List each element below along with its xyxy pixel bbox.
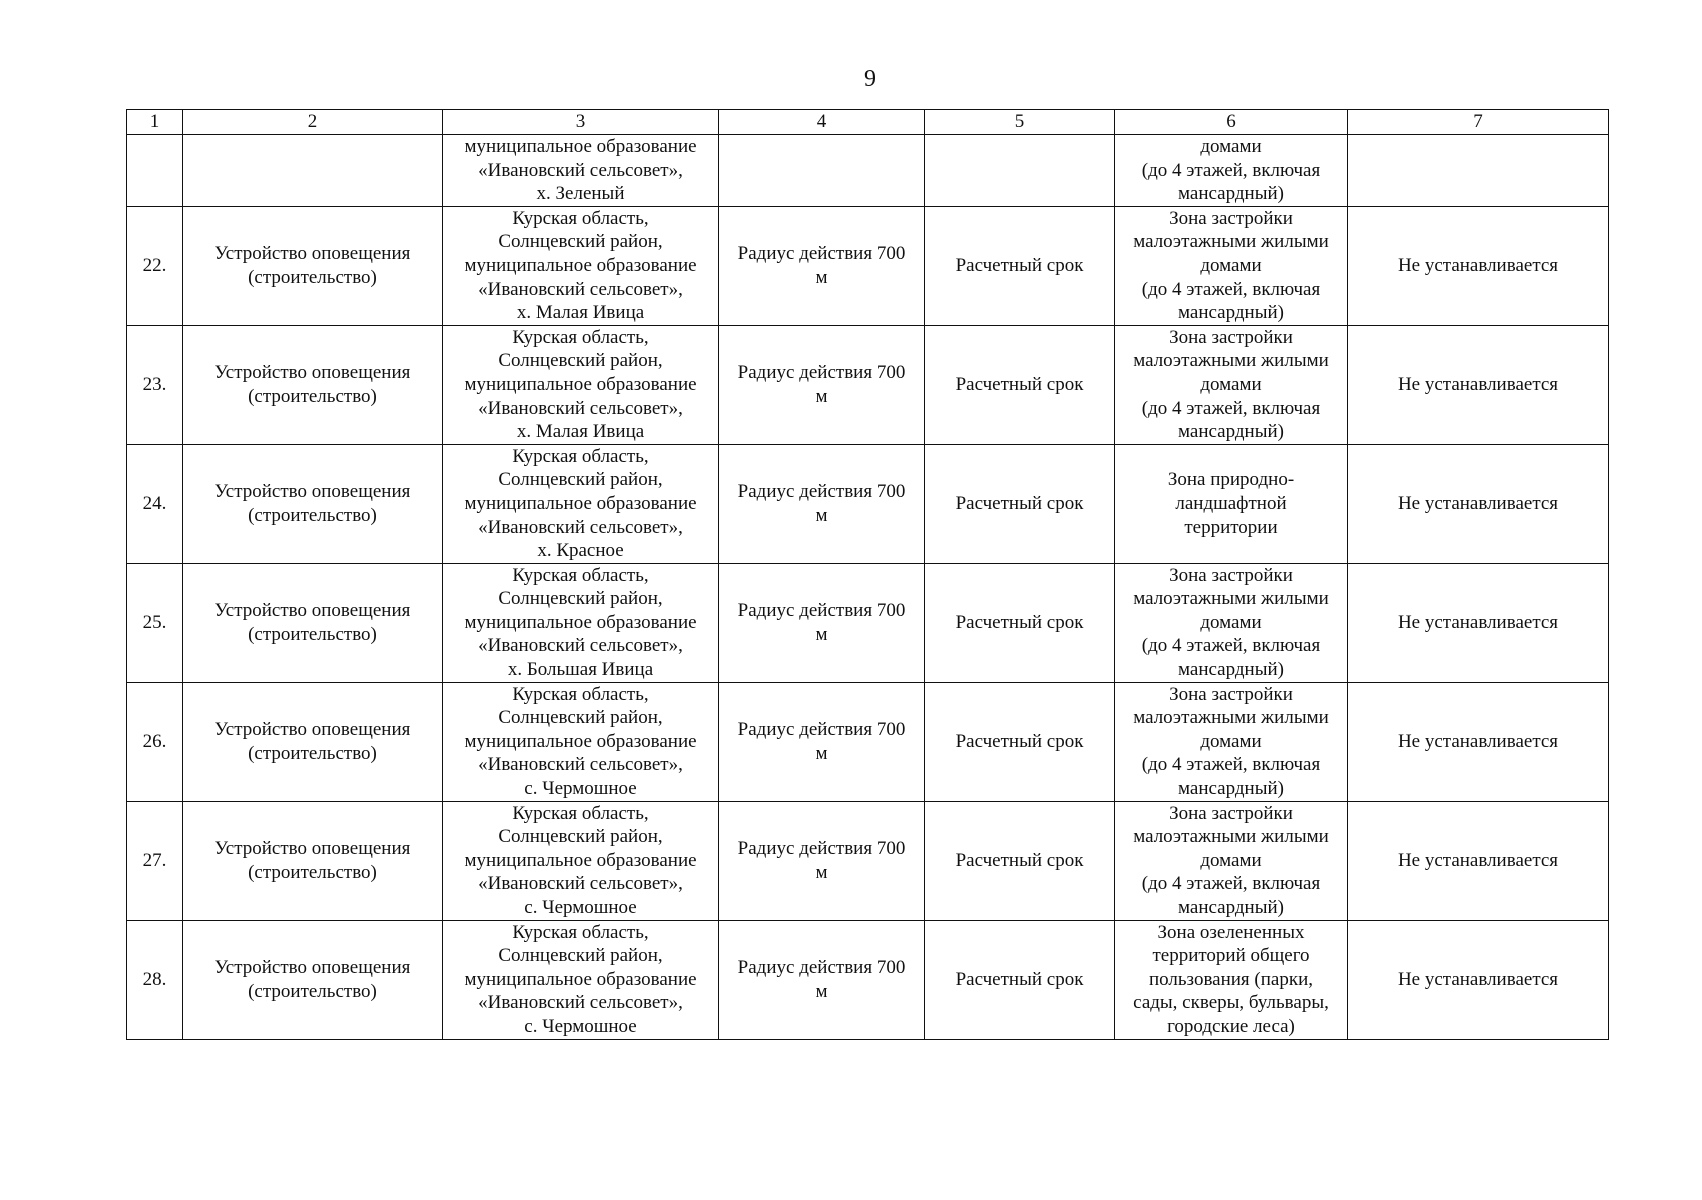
cell-line: Радиус действия 700 <box>737 838 906 860</box>
cell-line: Солнцевский район, <box>498 945 663 967</box>
cell-line: (до 4 этажей, включая <box>1141 278 1321 300</box>
cell-line: (до 4 этажей, включая <box>1141 873 1321 895</box>
cell-location <box>443 325 719 444</box>
cell-number: 27. <box>127 801 183 920</box>
table-row <box>127 325 1609 444</box>
cell-line: «Ивановский сельсовет», <box>478 516 683 538</box>
cell-term: Расчетный срок <box>925 444 1115 563</box>
cell-line: (строительство) <box>248 504 377 526</box>
cell-line: муниципальное образование <box>464 492 697 514</box>
cell-number: 26. <box>127 682 183 801</box>
cell-radius <box>719 135 925 207</box>
cell-line: (до 4 этажей, включая <box>1141 397 1321 419</box>
cell-restriction: Не устанавливается <box>1348 801 1609 920</box>
cell-location <box>443 206 719 325</box>
column-header: 4 <box>719 110 925 135</box>
cell-line: малоэтажными жилыми <box>1133 707 1329 729</box>
cell-line: мансардный) <box>1178 897 1284 918</box>
cell-number: 28. <box>127 920 183 1039</box>
cell-line: Устройство оповещения <box>214 481 411 503</box>
cell-line: Солнцевский район, <box>498 588 663 610</box>
cell-radius <box>719 206 925 325</box>
cell-object <box>183 206 443 325</box>
column-header: 7 <box>1348 110 1609 135</box>
cell-line: домами <box>1200 373 1262 395</box>
cell-line: муниципальное образование <box>464 136 697 157</box>
column-header: 3 <box>443 110 719 135</box>
cell-line: м <box>815 266 828 288</box>
cell-location <box>443 135 719 207</box>
cell-line: мансардный) <box>1178 302 1284 324</box>
cell-number: 24. <box>127 444 183 563</box>
cell-term: Расчетный срок <box>925 206 1115 325</box>
cell-line: Курская область, <box>512 445 649 467</box>
cell-term: Расчетный срок <box>925 682 1115 801</box>
cell-line: Курская область, <box>512 683 649 705</box>
cell-line: «Ивановский сельсовет», <box>478 992 683 1014</box>
cell-line: муниципальное образование <box>464 968 697 990</box>
cell-number: 22. <box>127 206 183 325</box>
cell-line: м <box>815 623 828 645</box>
cell-line: м <box>815 385 828 407</box>
cell-line: домами <box>1200 136 1262 157</box>
column-header: 2 <box>183 110 443 135</box>
cell-line: Устройство оповещения <box>214 956 411 978</box>
cell-line: х. Большая Ивица <box>507 659 654 681</box>
cell-radius <box>719 920 925 1039</box>
cell-line: (строительство) <box>248 980 377 1002</box>
cell-line: Устройство оповещения <box>214 719 411 741</box>
cell-line: Радиус действия 700 <box>737 956 906 978</box>
cell-line: малоэтажными жилыми <box>1133 826 1329 848</box>
cell-line: м <box>815 504 828 526</box>
cell-line: малоэтажными жилыми <box>1133 350 1329 372</box>
cell-line: мансардный) <box>1178 421 1284 443</box>
cell-location <box>443 444 719 563</box>
cell-restriction: Не устанавливается <box>1348 206 1609 325</box>
cell-location <box>443 682 719 801</box>
cell-line: (до 4 этажей, включая <box>1141 754 1321 776</box>
cell-line: Устройство оповещения <box>214 600 411 622</box>
cell-zone <box>1115 563 1348 682</box>
cell-line: Зона застройки <box>1169 326 1293 348</box>
cell-line: домами <box>1200 730 1262 752</box>
cell-radius <box>719 325 925 444</box>
cell-line: (до 4 этажей, включая <box>1141 159 1321 181</box>
cell-object <box>183 920 443 1039</box>
table-row <box>127 801 1609 920</box>
cell-line: Зона застройки <box>1169 564 1293 586</box>
cell-object <box>183 135 443 207</box>
cell-radius <box>719 682 925 801</box>
column-header: 6 <box>1115 110 1348 135</box>
cell-line: Радиус действия 700 <box>737 362 906 384</box>
cell-line: х. Малая Ивица <box>516 302 645 324</box>
cell-line: Солнцевский район, <box>498 707 663 729</box>
cell-restriction: Не устанавливается <box>1348 325 1609 444</box>
cell-line: домами <box>1200 849 1262 871</box>
cell-line: мансардный) <box>1178 659 1284 681</box>
cell-object <box>183 801 443 920</box>
cell-line: Радиус действия 700 <box>737 481 906 503</box>
cell-line: Зона застройки <box>1169 207 1293 229</box>
cell-zone <box>1115 325 1348 444</box>
table-row <box>127 563 1609 682</box>
cell-line: м <box>815 980 828 1002</box>
page-number: 9 <box>864 66 876 92</box>
cell-number: 25. <box>127 563 183 682</box>
column-header: 5 <box>925 110 1115 135</box>
cell-zone <box>1115 206 1348 325</box>
cell-line: пользования (парки, <box>1148 968 1313 990</box>
cell-line: х. Зеленый <box>536 183 625 205</box>
cell-object <box>183 682 443 801</box>
cell-line: малоэтажными жилыми <box>1133 588 1329 610</box>
cell-line: с. Чермошное <box>524 897 637 918</box>
cell-term: Расчетный срок <box>925 920 1115 1039</box>
cell-location <box>443 563 719 682</box>
cell-line: Зона природно- <box>1167 469 1295 491</box>
cell-line: муниципальное образование <box>464 373 697 395</box>
cell-line: Курская область, <box>512 921 649 943</box>
cell-location <box>443 801 719 920</box>
cell-line: (до 4 этажей, включая <box>1141 635 1321 657</box>
cell-line: Курская область, <box>512 564 649 586</box>
cell-line: (строительство) <box>248 623 377 645</box>
cell-line: «Ивановский сельсовет», <box>478 278 683 300</box>
cell-line: ландшафтной <box>1175 492 1287 514</box>
cell-zone <box>1115 135 1348 207</box>
column-header: 1 <box>127 110 183 135</box>
cell-line: Зона застройки <box>1169 802 1293 824</box>
cell-number: 23. <box>127 325 183 444</box>
cell-term: Расчетный срок <box>925 325 1115 444</box>
cell-line: с. Чермошное <box>524 778 637 800</box>
cell-line: Курская область, <box>512 207 649 229</box>
cell-line: х. Красное <box>537 540 624 562</box>
cell-line: Устройство оповещения <box>214 362 411 384</box>
cell-object <box>183 563 443 682</box>
cell-line: «Ивановский сельсовет», <box>478 873 683 895</box>
cell-line: «Ивановский сельсовет», <box>478 754 683 776</box>
cell-term: Расчетный срок <box>925 563 1115 682</box>
cell-zone <box>1115 444 1348 563</box>
cell-line: Радиус действия 700 <box>737 243 906 265</box>
cell-line: муниципальное образование <box>464 254 697 276</box>
cell-line: мансардный) <box>1178 778 1284 800</box>
cell-line: м <box>815 861 828 883</box>
table-header-row <box>127 110 1609 135</box>
cell-line: (строительство) <box>248 742 377 764</box>
cell-line: сады, скверы, бульвары, <box>1133 992 1329 1014</box>
cell-line: (строительство) <box>248 861 377 883</box>
cell-line: домами <box>1200 254 1262 276</box>
cell-restriction: Не устанавливается <box>1348 563 1609 682</box>
cell-zone <box>1115 682 1348 801</box>
cell-line: муниципальное образование <box>464 849 697 871</box>
cell-line: х. Малая Ивица <box>516 421 645 443</box>
cell-restriction: Не устанавливается <box>1348 444 1609 563</box>
table-row <box>127 920 1609 1039</box>
cell-radius <box>719 444 925 563</box>
cell-zone <box>1115 801 1348 920</box>
cell-line: городские леса) <box>1167 1015 1295 1037</box>
cell-restriction <box>1348 135 1609 207</box>
cell-line: Солнцевский район, <box>498 350 663 372</box>
cell-restriction: Не устанавливается <box>1348 920 1609 1039</box>
continuation-row <box>127 135 1609 207</box>
cell-radius <box>719 801 925 920</box>
cell-line: Зона озелененных <box>1157 921 1305 943</box>
cell-radius <box>719 563 925 682</box>
cell-line: домами <box>1200 611 1262 633</box>
cell-line: муниципальное образование <box>464 730 697 752</box>
table-row <box>127 206 1609 325</box>
cell-line: Курская область, <box>512 326 649 348</box>
cell-line: «Ивановский сельсовет», <box>478 159 683 181</box>
cell-line: муниципальное образование <box>464 611 697 633</box>
cell-term: Расчетный срок <box>925 801 1115 920</box>
cell-line: «Ивановский сельсовет», <box>478 635 683 657</box>
cell-line: Радиус действия 700 <box>737 600 906 622</box>
cell-line: с. Чермошное <box>524 1015 637 1037</box>
cell-object <box>183 444 443 563</box>
cell-restriction: Не устанавливается <box>1348 682 1609 801</box>
cell-line: Зона застройки <box>1169 683 1293 705</box>
cell-term <box>925 135 1115 207</box>
cell-line: Курская область, <box>512 802 649 824</box>
cell-line: мансардный) <box>1178 183 1284 205</box>
cell-line: территорий общего <box>1152 945 1310 967</box>
table-row <box>127 682 1609 801</box>
cell-object <box>183 325 443 444</box>
cell-line: (строительство) <box>248 385 377 407</box>
cell-line: Устройство оповещения <box>214 243 411 265</box>
cell-location <box>443 920 719 1039</box>
cell-line: малоэтажными жилыми <box>1133 231 1329 253</box>
cell-line: территории <box>1184 516 1278 538</box>
cell-line: «Ивановский сельсовет», <box>478 397 683 419</box>
cell-line: м <box>815 742 828 764</box>
cell-line: Солнцевский район, <box>498 469 663 491</box>
cell-zone <box>1115 920 1348 1039</box>
document-table <box>126 109 1609 1040</box>
cell-line: Устройство оповещения <box>214 838 411 860</box>
table-row <box>127 444 1609 563</box>
cell-line: Солнцевский район, <box>498 826 663 848</box>
cell-line: Солнцевский район, <box>498 231 663 253</box>
cell-line: Радиус действия 700 <box>737 719 906 741</box>
cell-number <box>127 135 183 207</box>
cell-line: (строительство) <box>248 266 377 288</box>
